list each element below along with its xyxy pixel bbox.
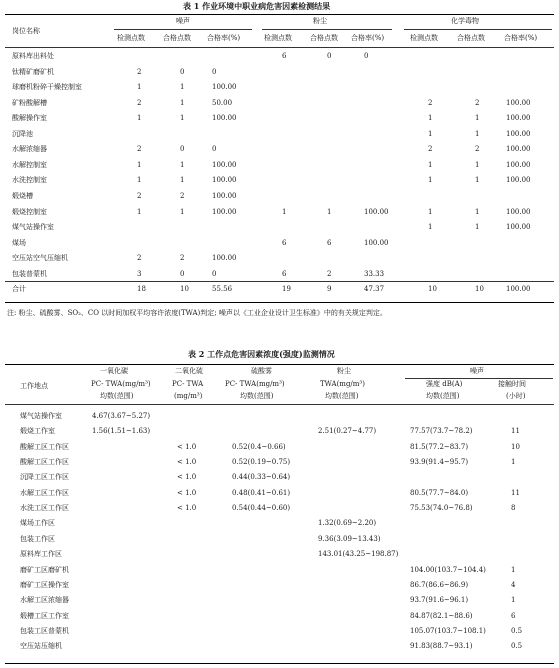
table1-cell: 2 (327, 269, 332, 278)
table1-row-name: 矿粉酸解槽 (12, 98, 47, 107)
table1-row-name: 煅烧槽 (12, 191, 33, 200)
table2-col-dust-sub2: 均数(范围) (325, 392, 359, 400)
table1-sub-dust-tested: 检测点数 (264, 34, 292, 42)
table2-col-co-sub1: PC- TWA(mg/m³) (91, 380, 151, 388)
table2-row-name: 包装工区普蒙机 (20, 626, 69, 635)
table1-cell: 6 (327, 238, 332, 247)
table1-cell: 1 (475, 160, 480, 169)
table1-cell: 100.00 (212, 191, 237, 200)
table1-row-name: 沉降池 (12, 129, 33, 138)
table1-cell: 1 (137, 160, 142, 169)
table1-cell: 100.00 (506, 223, 531, 232)
table1-cell: 2 (180, 191, 185, 200)
table1-cell: 0 (364, 52, 369, 60)
table1-cell: 2 (475, 145, 480, 154)
table1-total-rule (5, 281, 554, 282)
table2-cell-so2: < 1.0 (177, 442, 197, 451)
table1-cell: 33.33 (364, 269, 385, 278)
table1-cell: 2 (180, 254, 185, 263)
table1-cell: 100.00 (506, 145, 531, 154)
table1-cell: 100.00 (212, 176, 237, 185)
table1-cell: 1 (475, 223, 480, 232)
table1-cell: 1 (180, 160, 185, 169)
table1-cell: 10 (180, 285, 189, 294)
table2-col-so2-sub1: PC- TWA (172, 380, 204, 388)
table1-row-name: 水洗控制室 (12, 176, 47, 185)
table2-row-name: 酸解工区工作区 (20, 458, 69, 467)
table1-row-name: 包装普蒙机 (12, 269, 47, 278)
table2-cell-acid: 0.44(0.33~0.64) (232, 473, 291, 482)
table1-cell: 55.56 (212, 285, 233, 294)
table2-cell-dust: 143.01(43.25~198.87) (318, 550, 399, 559)
table2-bottom-rule (5, 663, 554, 664)
table1-group-rule-chem (404, 29, 552, 30)
table1-cell: 10 (475, 285, 484, 294)
table2-cell-time: 11 (511, 427, 520, 436)
table1-cell: 6 (282, 269, 287, 278)
table1-row-name: 合计 (12, 285, 26, 294)
table2-cell-time: 11 (511, 488, 520, 497)
table1-cell: 100.00 (212, 207, 237, 216)
table1-cell: 2 (428, 98, 433, 107)
table2-cell-co: 1.56(1.51~1.63) (92, 427, 151, 436)
table2-cell-noise: 80.5(77.7~84.0) (410, 488, 469, 497)
table2-cell-noise: 105.07(103.7~108.1) (410, 626, 486, 635)
table1-cell: 1 (475, 114, 480, 123)
table2-col-noise-sub1: 强度 dB(A) (426, 380, 463, 388)
table2-cell-dust: 1.32(0.69~2.20) (318, 519, 377, 528)
table2-row-name: 原料库工作区 (20, 550, 62, 559)
table2-cell-time: 1 (511, 596, 516, 605)
table2-cell-noise: 91.83(88.7~93.1) (410, 642, 473, 651)
table2-row-name: 煅槽工区工作室 (20, 611, 69, 620)
table1-cell: 100.00 (212, 83, 237, 92)
table1-sub-noise-passed: 合格点数 (163, 34, 191, 42)
table1-row-name: 钛精矿磨矿机 (12, 67, 54, 76)
table2-header-rule (5, 404, 554, 405)
table1-cell: 1 (180, 83, 185, 92)
table1-cell: 2 (475, 98, 480, 107)
table2-cell-dust: 9.36(3.09~13.43) (318, 534, 381, 543)
table2-cell-time: 10 (511, 442, 520, 451)
table2-row-name: 磨矿工区操作室 (20, 580, 69, 589)
table1-cell: 1 (428, 207, 433, 216)
table1-cell: 100.00 (212, 160, 237, 169)
table2-cell-acid: 0.52(0.4~0.66) (232, 442, 286, 451)
table2-col-noise: 噪声 (470, 367, 484, 375)
table1-title: 表 1 作业环境中职业病危害因素检测结果 (183, 1, 331, 11)
table2-col-noise-sub3: 接触时间 (498, 380, 526, 388)
table1-cell: 1 (137, 114, 142, 123)
table1-cell: 0 (180, 269, 185, 278)
table1-cell: 2 (137, 67, 142, 76)
table1-sub-chem-tested: 检测点数 (410, 34, 438, 42)
table1-sub-dust-passed: 合格点数 (310, 34, 338, 42)
table1-cell: 2 (137, 145, 142, 154)
table1-cell: 1 (180, 98, 185, 107)
table1-cell: 0 (212, 67, 217, 76)
table1-sub-noise-rate: 合格率(%) (207, 34, 241, 42)
table2-noise-group-rule (405, 378, 553, 379)
table2-cell-acid: 0.48(0.41~0.61) (232, 488, 291, 497)
table2-cell-noise: 75.53(74.0~76.8) (410, 504, 473, 513)
table2-col-so2-sub2: (mg/m³) (174, 392, 203, 400)
table2-row-name: 煅烧工作室 (20, 427, 55, 436)
table1-row-name: 空压站空气压缩机 (12, 254, 68, 263)
table2-row-name: 水洗工区工作区 (20, 504, 69, 513)
table1-group-dust: 粉尘 (313, 17, 327, 25)
table2-col-acid-sub2: 均数(范围) (240, 392, 274, 400)
table1-cell: 0 (212, 269, 217, 278)
table1-sub-dust-rate: 合格率(%) (351, 34, 385, 42)
table1-row-name: 煤气站操作室 (12, 223, 54, 232)
table1-cell: 1 (428, 129, 433, 138)
table1-cell: 50.00 (212, 98, 233, 107)
table2-cell-time: 1 (511, 565, 516, 574)
table1-cell: 1 (180, 114, 185, 123)
table1-row-name: 球磨机粉碎干燥控制室 (12, 83, 82, 92)
table1-cell: 100.00 (506, 176, 531, 185)
table1-col-station: 岗位名称 (12, 27, 40, 35)
table2-row-name: 煤场工作区 (20, 519, 55, 528)
table1-cell: 1 (282, 207, 287, 216)
table1-row-name: 水解控制室 (12, 160, 47, 169)
table1-sub-chem-passed: 合格点数 (457, 34, 485, 42)
table2-cell-noise: 93.7(91.6~96.1) (410, 596, 469, 605)
table2-cell-time: 4 (511, 580, 516, 589)
table1-cell: 2 (137, 98, 142, 107)
table1-row-name: 水解浓缩器 (12, 145, 47, 154)
table1-cell: 0 (327, 52, 332, 60)
table2-col-co-sub2: 均数(范围) (100, 392, 134, 400)
table2-cell-noise: 86.7(86.6~86.9) (410, 580, 469, 589)
table1-cell: 2 (137, 254, 142, 263)
table1-cell: 1 (137, 207, 142, 216)
table2-row-name: 水解工区工作区 (20, 488, 69, 497)
table2-col-so2: 二氧化硫 (175, 367, 203, 375)
table2-cell-co: 4.67(3.67~5.27) (92, 412, 151, 420)
table2-cell-acid: 0.52(0.19~0.75) (232, 458, 291, 467)
table2-cell-dust: 2.51(0.27~4.77) (318, 427, 377, 436)
table1-group-rule-dust (262, 29, 392, 30)
table1-cell: 100.00 (506, 207, 531, 216)
table1-cell: 100.00 (506, 114, 531, 123)
table1-row-name: 原料库出料处 (12, 52, 54, 60)
table1-cell: 0 (180, 145, 185, 154)
table2-row-name: 煤气站操作室 (20, 412, 62, 420)
table2-cell-time: 8 (511, 504, 516, 513)
table2-col-dust: 粉尘 (337, 367, 351, 375)
table2-row-name: 酸解工区工作区 (20, 442, 69, 451)
table1-bottom-rule (5, 302, 554, 303)
table2-col-dust-sub1: TWA(mg/m³) (320, 380, 365, 388)
table2-col-acid-sub1: PC- TWA(mg/m³) (225, 380, 285, 388)
table1-header-rule (5, 47, 554, 48)
table1-cell: 100.00 (212, 254, 237, 263)
table2-cell-time: 6 (511, 611, 516, 620)
table2-top-rule (5, 364, 554, 365)
table1-cell: 6 (282, 238, 287, 247)
table2-col-station: 工作地点 (20, 382, 48, 390)
table2-col-acid: 硫酸雾 (251, 367, 272, 375)
table2-col-noise-sub4: (小时) (506, 392, 526, 400)
table2-cell-noise: 104.00(103.7~104.4) (410, 565, 486, 574)
table2-cell-so2: < 1.0 (177, 488, 197, 497)
table1-cell: 0 (180, 67, 185, 76)
table1-cell: 1 (428, 223, 433, 232)
table2-cell-acid: 0.54(0.44~0.60) (232, 504, 291, 513)
table1-group-rule-noise (114, 29, 252, 30)
table1-cell: 1 (475, 176, 480, 185)
table1-cell: 1 (475, 207, 480, 216)
table2-cell-noise: 93.9(91.4~95.7) (410, 458, 469, 467)
table1-cell: 1 (428, 160, 433, 169)
table2-cell-noise: 84.87(82.1~88.6) (410, 611, 473, 620)
table2-cell-time: 1 (511, 458, 516, 467)
table2-col-noise-sub2: 均数(范围) (426, 392, 460, 400)
table1-cell: 100.00 (506, 98, 531, 107)
table1-cell: 19 (282, 285, 291, 294)
table1-row-name: 煤场 (12, 238, 26, 247)
table1-cell: 47.37 (364, 285, 385, 294)
table1-cell: 100.00 (506, 160, 531, 169)
table1-cell: 1 (428, 114, 433, 123)
table1-cell: 1 (180, 176, 185, 185)
table1-cell: 1 (428, 176, 433, 185)
table2-cell-so2: < 1.0 (177, 504, 197, 513)
table2-cell-noise: 81.5(77.2~83.7) (410, 442, 469, 451)
table1-cell: 18 (137, 285, 146, 294)
table1-cell: 100.00 (506, 129, 531, 138)
table1-cell: 10 (428, 285, 437, 294)
table2-cell-time: 0.5 (511, 642, 523, 651)
table1-cell: 100.00 (212, 114, 237, 123)
table1-sub-chem-rate: 合格率(%) (504, 34, 538, 42)
table2-cell-so2: < 1.0 (177, 473, 197, 482)
table1-cell: 2 (428, 145, 433, 154)
table1-row-name: 煅烧控制室 (12, 207, 47, 216)
table1-group-chem: 化学毒物 (451, 17, 479, 25)
table1-top-rule (5, 14, 554, 15)
table1-sub-noise-tested: 检测点数 (117, 34, 145, 42)
table2-cell-time: 0.5 (511, 626, 523, 635)
table1-cell: 2 (137, 191, 142, 200)
table1-row-name: 酸解操作室 (12, 114, 47, 123)
table2-cell-so2: < 1.0 (177, 458, 197, 467)
table2-row-name: 水解工区浓缩器 (20, 596, 69, 605)
table1-cell: 3 (137, 269, 142, 278)
table1-cell: 100.00 (364, 238, 389, 247)
table2-title: 表 2 工作点危害因素浓度(强度)监测情况 (188, 349, 335, 359)
table1-note: 注: 粉尘、硫酸雾、SO₂、CO 以时间加权平均容许浓度(TWA)判定; 噪声以《工业企业设计卫生标准》中的有关规定判定。 (7, 309, 387, 317)
table2-row-name: 空压站压缩机 (20, 642, 62, 651)
table1-cell: 1 (327, 207, 332, 216)
table1-cell: 0 (212, 145, 217, 154)
table1-group-noise: 噪声 (176, 17, 190, 25)
table1-cell: 1 (475, 129, 480, 138)
table1-cell: 1 (137, 176, 142, 185)
table1-cell: 9 (327, 285, 332, 294)
table1-cell: 100.00 (364, 207, 389, 216)
table2-row-name: 包装工作区 (20, 534, 55, 543)
table2-cell-noise: 77.57(73.7~78.2) (410, 427, 473, 436)
table1-cell: 1 (180, 207, 185, 216)
table2-row-name: 沉降工区工作区 (20, 473, 69, 482)
table1-cell: 100.00 (506, 285, 531, 294)
table2-row-name: 磨矿工区磨矿机 (20, 565, 69, 574)
table2-col-co: 一氧化碳 (100, 367, 128, 375)
table1-cell: 6 (282, 52, 287, 60)
table1-cell: 1 (137, 83, 142, 92)
